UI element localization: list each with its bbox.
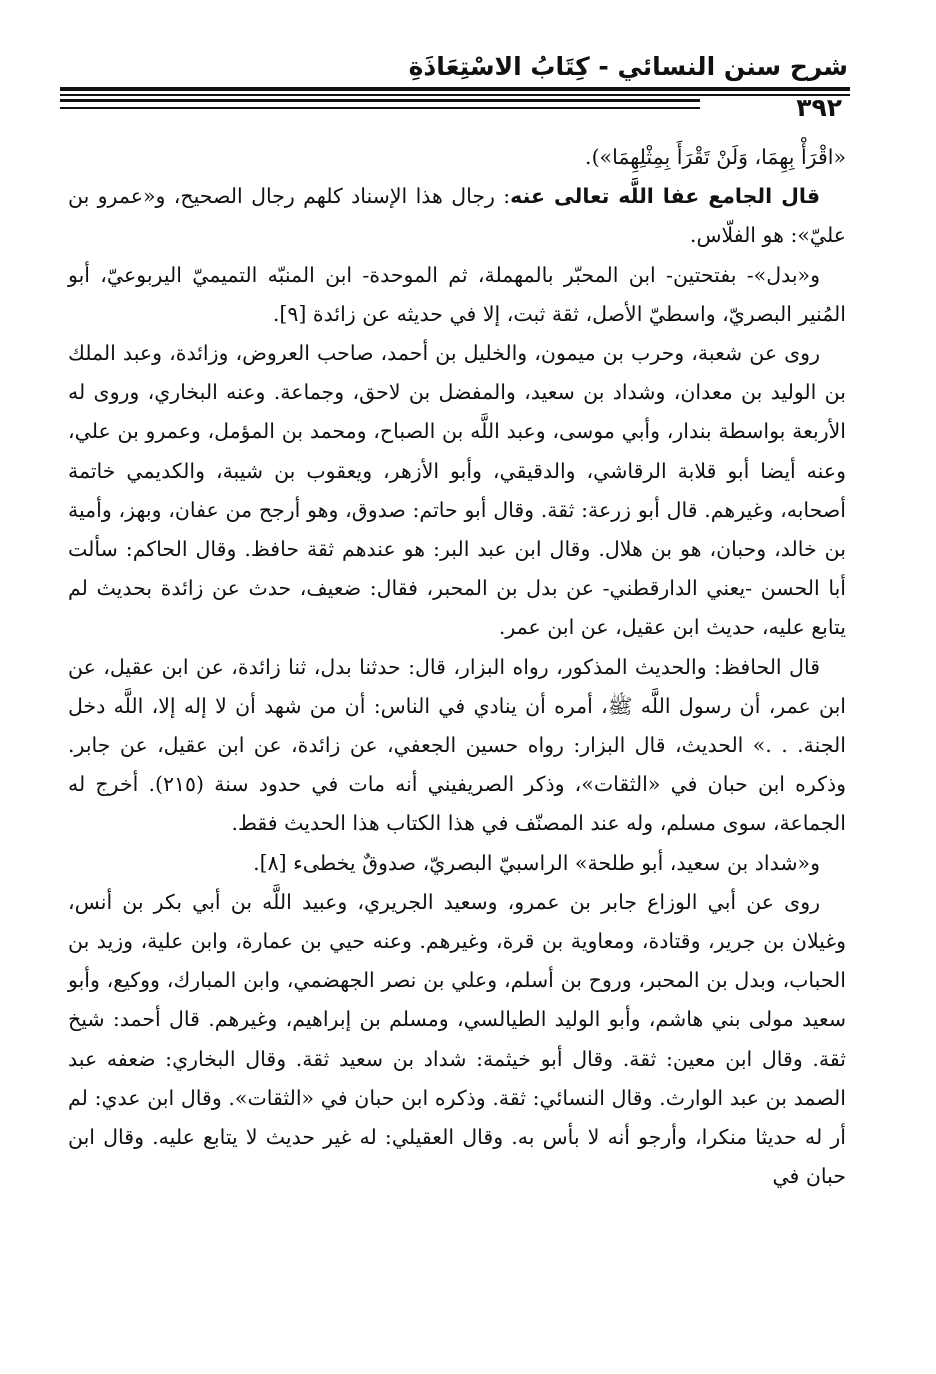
paragraph-shaddad-narrators: روى عن أبي الوزاع جابر بن عمرو، وسعيد الجريري، وعبيد اللَّه بن أبي بكر بن أنس، وغيلان بن جرير، وقتادة، ومعاوية بن قرة، وغيرهم. وعنه حيي بن عمارة، وابن علية، وزيد بن الحباب، وبدل بن المحبر، وروح بن أسلم، وعلي بن نصر الجهضمي، وابن المبارك، ووكيع، وأبو سعيد مولى بني هاشم، وأبو الوليد الطيالسي، ومسلم بن إبراهيم، وغيرهم. قال أحمد: شيخ ثقة. وقال ابن معين: ثقة. وقال أبو خيثمة: شداد بن سعيد ثقة. وقال البخاري: ضعفه عبد الصمد بن عبد الوارث. وقال النسائي: ثقة. وذكره ابن حبان في «الثقات». وقال ابن عدي: لم أر له حديثا منكرا، وأرجو أنه لا بأس به. وقال العقيلي: له غير حديث لا يتابع عليه. وقال ابن حبان في (68, 889, 846, 1189)
page-body (68, 138, 846, 1196)
header-rule (60, 87, 850, 91)
paragraph-shaddad: و«شداد بن سعيد، أبو طلحة» الراسبيّ البصريّ، صدوقٌ يخطىء [٨]. (253, 850, 820, 875)
paragraph-badal: و«بدل»- بفتحتين- ابن المحبّر بالمهملة، ثم الموحدة- ابن المنبّه التميميّ اليربوعيّ، أبو المُنير البصريّ، واسطيّ الأصل، ثقة ثبت، إلا في حديثه عن زائدة [٩]. (68, 262, 846, 326)
paragraph-commentary (68, 177, 846, 255)
paragraph-hafiz: قال الحافظ: والحديث المذكور، رواه البزار، قال: حدثنا بدل، ثنا زائدة، عن ابن عقيل، عن ابن عمر، أن رسول اللَّه ﷺ، أمره أن ينادي في الناس: أن من شهد أن لا إله إلا، اللَّه دخل الجنة. . .» الحديث، قال البزار: رواه حسين الجعفي، عن زائدة، عن ابن عقيل، عن جابر. وذكره ابن حبان في «الثقات»، وذكر الصريفيني أنه مات في حدود سنة (٢١٥). أخرج له الجماعة، سوى مسلم، وله عند المصنّف في هذا الكتاب هذا الحديث فقط. (68, 654, 846, 836)
page-number-row (60, 93, 850, 122)
page-header-title: شرح سنن النسائي - كِتَابُ الاسْتِعَاذَةِ (408, 52, 848, 81)
paragraph-badal-narrators: روى عن شعبة، وحرب بن ميمون، والخليل بن أحمد، صاحب العروض، وزائدة، وعبد الملك بن الوليد بن معدان، وشداد بن سعيد، والمفضل بن لاحق، وجماعة. وعنه البخاري، وروى له الأربعة بواسطة بندار، وأبي موسى، وعبد اللَّه بن الصباح، ومحمد بن المؤمل، وعمرو بن علي، وعنه أيضا أبو قلابة الرقاشي، والدقيقي، وأبو الأزهر، ويعقوب بن شيبة، والكديمي خاتمة أصحابه، وغيرهم. قال أبو زرعة: ثقة. وقال أبو حاتم: صدوق، وهو أرجح من عفان، وبهز، وأمية بن خالد، وحبان، هو بن هلال. وقال ابن عبد البر: هو عندهم ثقة حافظ. وقال الحاكم: سألت أبا الحسن -يعني الدارقطني- عن بدل بن المحبر، فقال: ضعيف، حدث عن زائدة بحديث لم يتابع عليه، حديث ابن عقيل، عن ابن عمر. (68, 341, 846, 640)
commentator-label: قال الجامع عفا اللَّه تعالى عنه (510, 184, 820, 209)
hadith-text: «اقْرَأْ بِهِمَا، وَلَنْ تَقْرَأَ بِمِثْلِهِمَا»). (585, 145, 846, 169)
running-header (60, 52, 850, 96)
commentary-text: : رجال هذا الإسناد كلهم رجال الصحيح، و«عمرو بن عليّ»: هو الفلّاس. (68, 184, 846, 248)
page-number: ٣٩٢ (796, 93, 842, 122)
page-number-rule (60, 99, 700, 114)
